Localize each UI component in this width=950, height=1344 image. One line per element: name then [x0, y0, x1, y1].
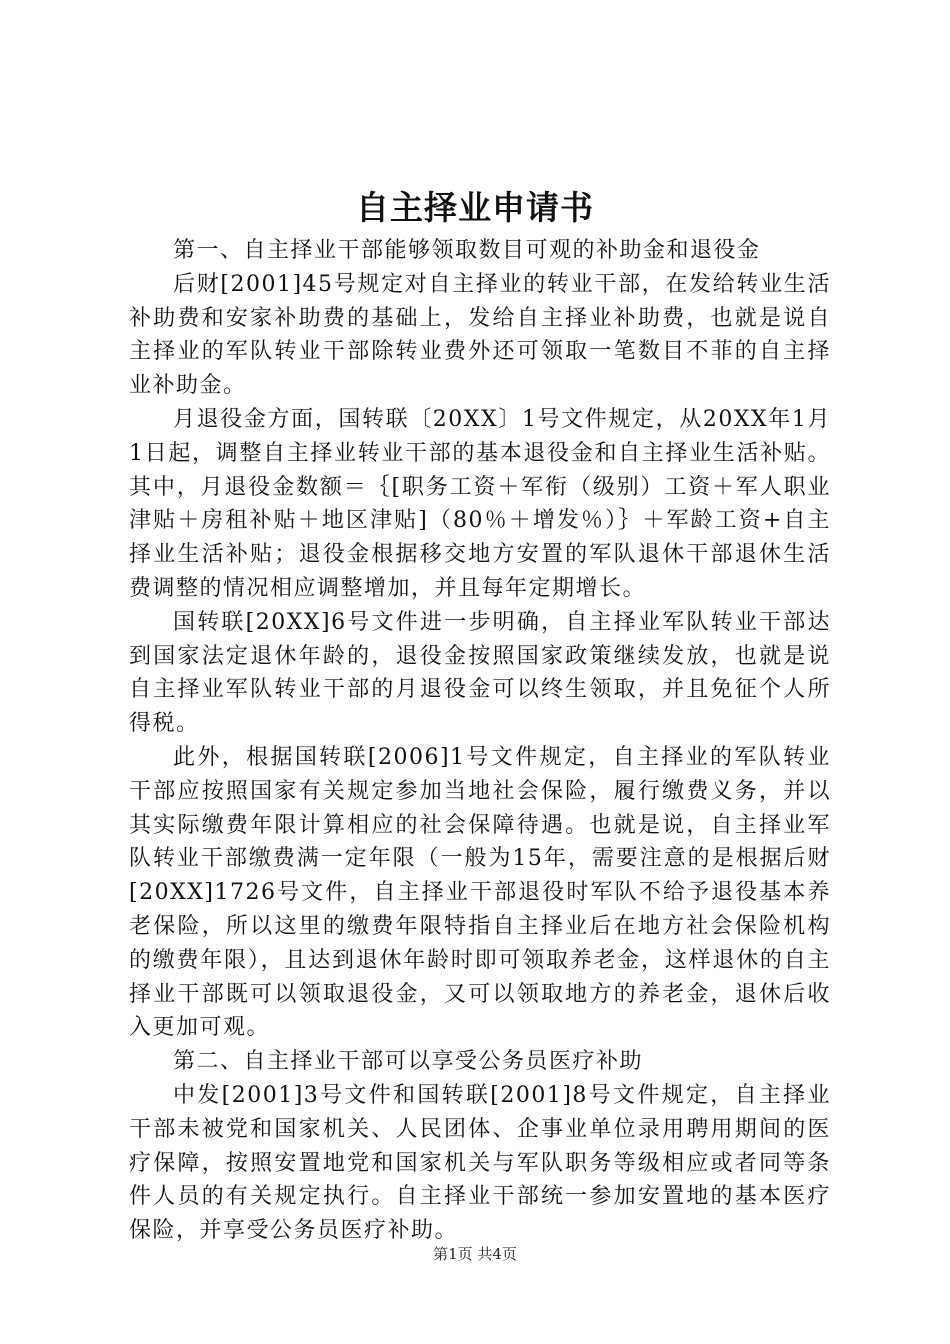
- paragraph-heading-2: 第二、自主择业干部可以享受公务员医疗补助: [173, 1049, 644, 1075]
- paragraph: 后财[2001]45号规定对自主择业的转业干部，在发给转业生活补助费和安家补助费的基础上，发给自主择业补助费，也就是说自主择业的军队转业干部除转业费外还可领取一笔数目不菲的自主择业补助金。: [129, 271, 831, 399]
- paragraph: 月退役金方面，国转联〔20XX〕1号文件规定，从20XX年1月1日起，调整自主择业转业干部的基本退役金和自主择业生活补贴。其中，月退役金数额＝｛[职务工资＋军衔（级别）工资＋军人职业津贴＋房租补贴＋地区津贴]（80％＋增发％）｝＋军龄工资+自主择业生活补贴；退役金根据移交地方安置的军队退休干部退休生活费调整的情况相应调整增加，并且每年定期增长。: [129, 406, 831, 601]
- paragraph: 此外，根据国转联[2006]1号文件规定，自主择业的军队转业干部应按照国家有关规定参加当地社会保险，履行缴费义务，并以其实际缴费年限计算相应的社会保障待遇。也就是说，自主择业军队转业干部缴费满一定年限（一般为15年，需要注意的是根据后财[20XX]1726号文件，自主择业干部退役时军队不给予退役基本养老保险，所以这里的缴费年限特指自主择业后在地方社会保险机构的缴费年限），且达到退休年龄时即可领取养老金，这样退休的自主择业干部既可以领取退役金，又可以领取地方的养老金，退休后收入更加可观。: [129, 744, 831, 1041]
- page-number: 第1页 共4页: [433, 1245, 517, 1263]
- document-title: 自主择业申请书: [356, 188, 594, 227]
- paragraph: 国转联[20XX]6号文件进一步明确，自主择业军队转业干部达到国家法定退休年龄的，退役金按照国家政策继续发放，也就是说自主择业军队转业干部的月退役金可以终生领取，并且免征个人所得税。: [129, 609, 831, 737]
- paragraph: 中发[2001]3号文件和国转联[2001]8号文件规定，自主择业干部未被党和国家机关、人民团体、企事业单位录用聘用期间的医疗保障，按照安置地党和国家机关与军队职务等级相应或者同等条件人员的有关规定执行。自主择业干部统一参加安置地的基本医疗保险，并享受公务员医疗补助。: [129, 1082, 831, 1244]
- document-body: [129, 234, 831, 1248]
- paragraph-heading-1: 第一、自主择业干部能够领取数目可观的补助金和退役金: [173, 238, 761, 263]
